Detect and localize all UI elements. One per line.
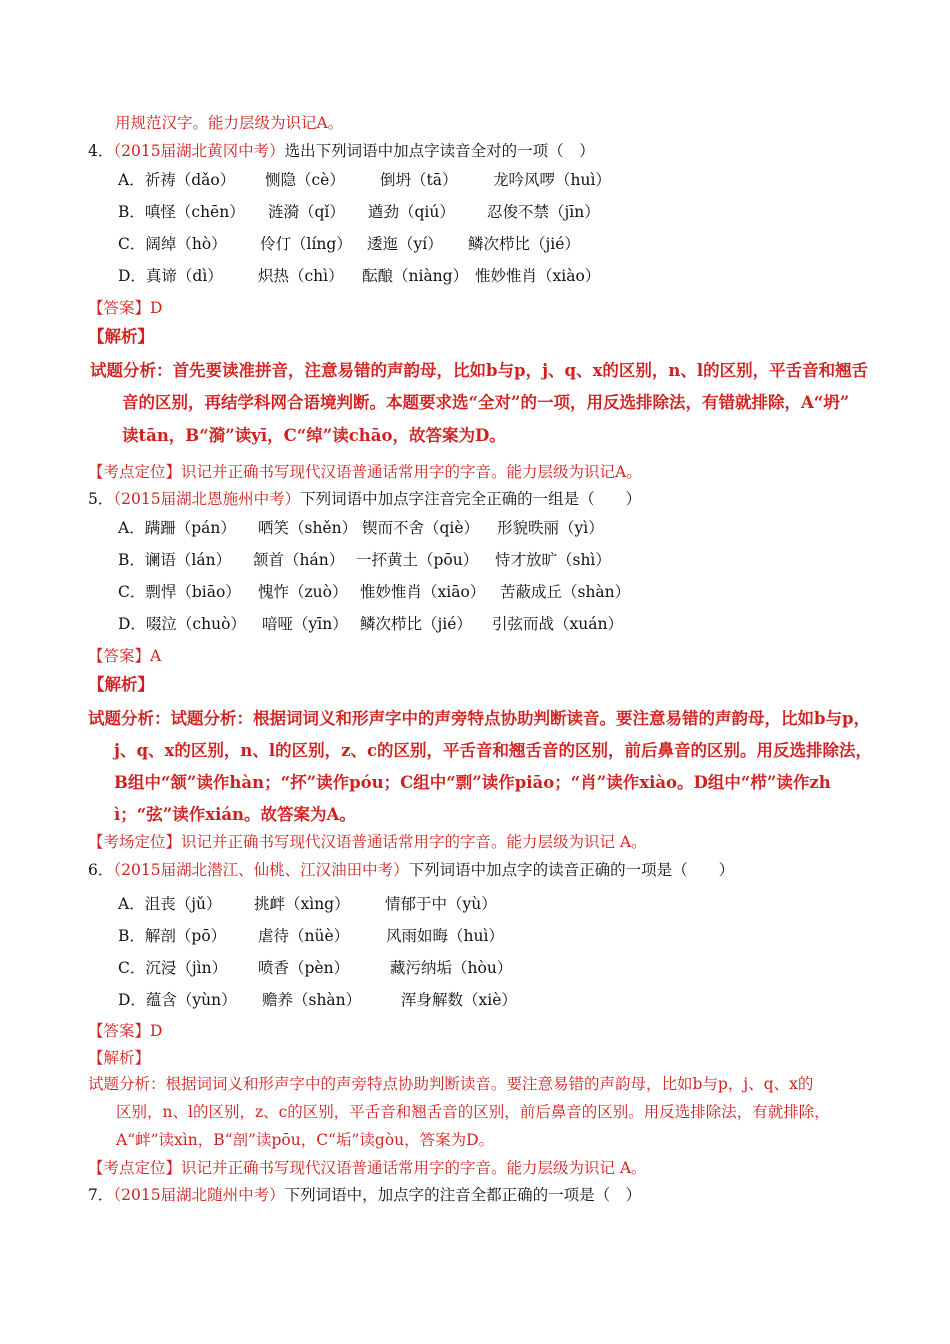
question-stem: 选出下列词语中加点字读音全对的一项（ ）: [284, 142, 595, 160]
option-a-3: 情郁于中（yù）: [385, 895, 497, 913]
option-c-2: 伶仃（líng）: [260, 235, 352, 253]
location-q5: 【考场定位】识记并正确书写现代汉语普通话常用字的字音。能力层级为识记 A。: [88, 833, 647, 851]
option-b-1: B．谰语（lán）: [118, 551, 232, 569]
option-b-4: 忍俊不禁（jīn）: [487, 203, 600, 221]
option-b-2: 颔首（hán）: [253, 551, 345, 569]
option-d-2: 喑哑（yīn）: [262, 615, 348, 633]
option-c-2: 喷香（pèn）: [258, 959, 350, 977]
analysis-q6-line-1: 试题分析：根据词词义和形声字中的声旁特点协助判断读音。要注意易错的声韵母，比如b与p，j、q、x的: [88, 1075, 814, 1093]
option-c-4: 鳞次栉比（jié）: [468, 235, 580, 253]
option-d-3: 酝酿（niàng）: [362, 267, 469, 285]
option-a-4: 龙吟风啰（huì）: [493, 171, 611, 189]
question-7: [88, 1185, 641, 1205]
option-a-4: 形貌昳丽（yì）: [497, 519, 604, 537]
option-c-3: 藏污纳垢（hòu）: [390, 959, 513, 977]
option-a-1: A．祈祷（dǎo）: [118, 171, 236, 189]
option-b-3: 一抔黄土（pōu）: [356, 551, 479, 569]
question-source: （2015届湖北黄冈中考）: [113, 142, 285, 160]
option-b-1: B．解剖（pō）: [118, 927, 227, 945]
continuation-text: 用规范汉字。能力层级为识记A。: [115, 114, 344, 132]
question-number: 7．: [88, 1186, 114, 1204]
question-number: 4．: [88, 142, 114, 160]
option-d-4: 引弦而战（xuán）: [492, 615, 623, 633]
question-stem: 下列词语中，加点字的注音全都正确的一项是（ ）: [284, 1186, 642, 1204]
option-c-1: C．剽悍（biāo）: [118, 583, 241, 601]
question-source: （2015届湖北潜江、仙桃、江汉油田中考）: [113, 861, 409, 879]
option-d-2: 炽热（chì）: [258, 267, 344, 285]
option-b-2: 虐待（nüè）: [258, 927, 350, 945]
option-d-1: D．蕴含（yùn）: [118, 991, 237, 1009]
answer-q4: 【答案】D: [88, 299, 163, 317]
option-a-1: A．蹒跚（pán）: [118, 519, 236, 537]
option-b-2: 涟漪（qǐ）: [268, 203, 345, 221]
option-a-2: 哂笑（shěn）: [258, 519, 358, 537]
option-a-3: 倒坍（tā）: [380, 171, 458, 189]
question-number: 5．: [88, 490, 114, 508]
answer-q6: 【答案】D: [88, 1022, 163, 1040]
question-stem: 下列词语中加点字的读音正确的一项是（ ）: [408, 861, 735, 879]
analysis-q6-line-3: A“衅”读xìn，B“剖”读pōu，C“垢”读gòu，答案为D。: [116, 1131, 495, 1149]
analysis-label-q4: 【解析】: [88, 327, 154, 346]
question-source: （2015届湖北恩施州中考）: [113, 490, 301, 508]
option-c-3: 惟妙惟肖（xiāo）: [360, 583, 486, 601]
option-c-1: C．沉浸（jìn）: [118, 959, 228, 977]
analysis-q4-line-1: 试题分析：首先要读准拼音，注意易错的声韵母，比如b与p，j、q、x的区别，n、l的区别，平舌音和翘舌: [90, 361, 869, 380]
analysis-label-q5: 【解析】: [88, 675, 154, 694]
analysis-q5-line-3: B组中“颔”读作hàn；“抔”读作póu；C组中“剽”读作piāo；“肖”读作xiào。D组中“栉”读作zh: [114, 773, 831, 792]
option-a-2: 挑衅（xìng）: [254, 895, 350, 913]
option-c-4: 苦蔽成丘（shàn）: [500, 583, 631, 601]
question-source: （2015届湖北随州中考）: [113, 1186, 285, 1204]
question-number: 6．: [88, 861, 114, 879]
analysis-q5-line-4: ì；“弦”读作xián。故答案为A。: [114, 805, 356, 824]
analysis-q4-line-3: 读tān，B“漪”读yī，C“绰”读chāo，故答案为D。: [122, 426, 506, 445]
analysis-q6-line-2: 区别，n、l的区别，z、c的区别，平舌音和翘舌音的区别，前后鼻音的区别。用反选排除法，有就排除，: [116, 1103, 830, 1121]
option-d-2: 赡养（shàn）: [262, 991, 362, 1009]
analysis-q5-line-2: j、q、x的区别，n、l的区别，z、c的区别，平舌音和翘舌音的区别，前后鼻音的区别。用反选排除法，: [114, 741, 873, 760]
answer-q5: 【答案】A: [88, 647, 162, 665]
analysis-q5-line-1: 试题分析：试题分析：根据词词义和形声字中的声旁特点协助判断读音。要注意易错的声韵母，比如b与p，: [88, 709, 871, 728]
question-6: [88, 860, 734, 880]
location-q4: 【考点定位】识记并正确书写现代汉语普通话常用字的字音。能力层级为识记A。: [88, 463, 642, 481]
option-c-3: 逶迤（yí）: [367, 235, 443, 253]
option-c-1: C．阔绰（hò）: [118, 235, 227, 253]
option-b-4: 恃才放旷（shì）: [495, 551, 611, 569]
option-a-3: 锲而不舍（qiè）: [362, 519, 480, 537]
option-a-2: 恻隐（cè）: [265, 171, 345, 189]
question-5: [88, 489, 641, 509]
option-b-3: 遒劲（qiú）: [368, 203, 455, 221]
option-d-1: D．啜泣（chuò）: [118, 615, 246, 633]
question-4: [88, 141, 595, 161]
option-b-1: B．嗔怪（chēn）: [118, 203, 245, 221]
question-stem: 下列词语中加点字注音完全正确的一组是（ ）: [300, 490, 642, 508]
analysis-label-q6: 【解析】: [88, 1049, 151, 1067]
option-d-4: 惟妙惟肖（xiào）: [475, 267, 601, 285]
option-d-1: D．真谛（dì）: [118, 267, 223, 285]
analysis-q4-line-2: 音的区别，再结学科网合语境判断。本题要求选“全对”的一项，用反选排除法，有错就排除，A“坍”: [122, 393, 850, 412]
option-d-3: 浑身解数（xiè）: [401, 991, 517, 1009]
location-q6: 【考点定位】识记并正确书写现代汉语普通话常用字的字音。能力层级为识记 A。: [88, 1159, 647, 1177]
option-c-2: 愧怍（zuò）: [258, 583, 348, 601]
option-a-1: A．沮丧（jǔ）: [118, 895, 222, 913]
option-b-3: 风雨如晦（huì）: [386, 927, 504, 945]
option-d-3: 鳞次栉比（jié）: [360, 615, 472, 633]
